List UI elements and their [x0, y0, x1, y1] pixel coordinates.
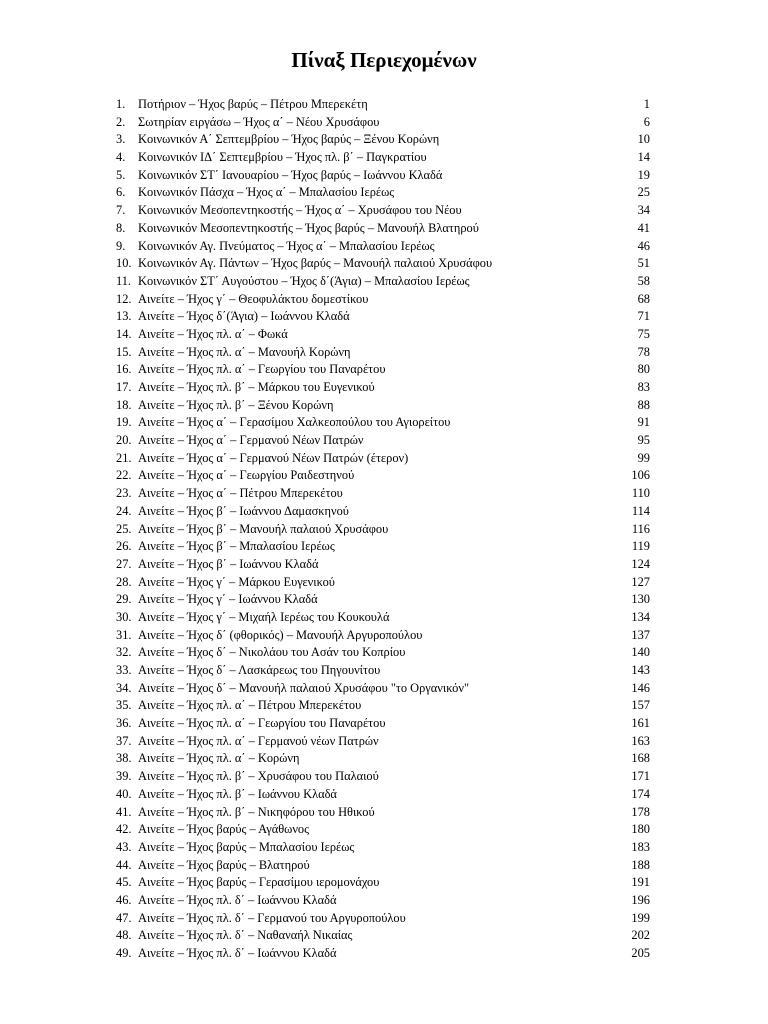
toc-entry-page-number: 134: [631, 609, 650, 624]
toc-entry-page-number: 80: [637, 362, 650, 377]
toc-entry-title: Κοινωνικόν Α΄ Σεπτεμβρίου – Ήχος βαρύς – Ξένου Κορώνη: [138, 132, 440, 147]
toc-entry-title: Αινείτε – Ήχος βαρύς – Μπαλασίου Ιερέως: [138, 839, 355, 854]
toc-entry-number: 41.: [116, 804, 132, 819]
toc-entry-page-number: 71: [637, 309, 650, 324]
toc-entry: [116, 733, 650, 751]
toc-entry-page-number: 110: [631, 486, 650, 501]
toc-entry-number: 28.: [116, 574, 132, 589]
toc-entry-page-number: 10: [637, 132, 650, 147]
toc-entry-number: 25.: [116, 521, 132, 536]
toc-entry-title: Αινείτε – Ήχος πλ. α΄ – Κορώνη: [138, 751, 300, 766]
toc-entry: [116, 432, 650, 450]
toc-entry-number: 42.: [116, 822, 132, 837]
toc-entry-page-number: 1: [643, 97, 650, 111]
toc-entry-page-number: 41: [637, 220, 650, 235]
toc-entry-number: 12.: [116, 291, 132, 306]
toc-entry-number: 26.: [116, 539, 132, 554]
toc-entry-number: 6.: [116, 185, 126, 200]
toc-entry: [116, 910, 650, 928]
toc-entry-title: Αινείτε – Ήχος δ΄(Άγια) – Ιωάννου Κλαδά: [138, 309, 350, 324]
toc-entry-number: 5.: [116, 167, 126, 182]
toc-entry: [116, 308, 650, 326]
toc-entry-title: Αινείτε – Ήχος βαρύς – Αγάθωνος: [138, 822, 310, 837]
toc-entry: [116, 131, 650, 149]
toc-entry-page-number: 137: [631, 627, 650, 642]
toc-entry-page-number: 99: [637, 450, 650, 465]
toc-entry-page-number: 174: [631, 786, 650, 801]
toc-entry-title: Αινείτε – Ήχος δ΄ (φθορικός) – Μανουήλ Αργυροπούλου: [138, 627, 423, 642]
toc-entry-page-number: 191: [631, 875, 650, 890]
toc-entry-page-number: 183: [631, 839, 650, 854]
toc-entry: [116, 361, 650, 379]
toc-entry-number: 37.: [116, 733, 132, 748]
toc-entry-page-number: 46: [637, 238, 650, 253]
toc-entry-page-number: 161: [631, 716, 650, 731]
toc-entry-number: 2.: [116, 114, 126, 129]
toc-entry-number: 17.: [116, 380, 132, 394]
toc-entry-title: Αινείτε – Ήχος πλ. α΄ – Φωκά: [138, 326, 288, 341]
toc-entry-title: Κοινωνικόν Μεσοπεντηκοστής – Ήχος βαρύς – Μανουήλ Βλατηρού: [138, 220, 479, 235]
toc-entry-title: Αινείτε – Ήχος δ΄ – Λασκάρεως του Πηγουνίτου: [138, 663, 381, 677]
toc-entry-page-number: 34: [637, 203, 650, 218]
toc-entry: [116, 503, 650, 521]
toc-entry-title: Αινείτε – Ήχος β΄ – Μπαλασίου Ιερέως: [138, 539, 335, 554]
toc-entry-page-number: 157: [631, 698, 650, 713]
toc-entry-number: 15.: [116, 344, 132, 359]
toc-entry-title: Αινείτε – Ήχος πλ. β΄ – Χρυσάφου του Παλαιού: [138, 769, 379, 784]
toc-entry-page-number: 178: [631, 804, 650, 819]
toc-entry: [116, 556, 650, 574]
toc-entry-page-number: 78: [637, 344, 650, 359]
toc-entry-title: Κοινωνικόν Πάσχα – Ήχος α΄ – Μπαλασίου Ιερέως: [138, 185, 395, 200]
toc-entry-number: 21.: [116, 450, 132, 465]
toc-entry-title: Αινείτε – Ήχος πλ. α΄ – Πέτρου Μπερεκέτου: [138, 698, 362, 713]
toc-entry-page-number: 114: [631, 503, 650, 518]
toc-entry: [116, 184, 650, 202]
toc-entry-page-number: 68: [637, 291, 650, 306]
toc-entry-number: 33.: [116, 663, 132, 677]
toc-entry: [116, 574, 650, 592]
toc-entry-page-number: 6: [643, 114, 650, 129]
toc-entry: [116, 591, 650, 609]
toc-entry-title: Αινείτε – Ήχος γ΄ – Μάρκου Ευγενικού: [138, 574, 335, 589]
toc-entry-title: Κοινωνικόν Αγ. Πάντων – Ήχος βαρύς – Μανουήλ παλαιού Χρυσάφου: [138, 256, 493, 271]
toc-entry-title: Αινείτε – Ήχος πλ. δ΄ – Γερμανού του Αργυροπούλου: [138, 910, 406, 925]
toc-entry-page-number: 163: [631, 733, 650, 748]
toc-entry-title: Αινείτε – Ήχος πλ. β΄ – Νικηφόρου του Ηθικού: [138, 804, 375, 819]
toc-entry-page-number: 119: [631, 539, 650, 554]
toc-entry: [116, 804, 650, 822]
toc-entry-title: Κοινωνικόν ΣΤ΄ Αυγούστου – Ήχος δ΄(Άγια) – Μπαλασίου Ιερέως: [138, 273, 470, 288]
toc-entry-page-number: 168: [631, 751, 650, 766]
toc-entry-title: Αινείτε – Ήχος πλ. α΄ – Μανουήλ Κορώνη: [138, 344, 351, 359]
toc-entry-number: 7.: [116, 203, 126, 218]
toc-entry-number: 14.: [116, 326, 132, 341]
toc-entry-number: 31.: [116, 627, 132, 642]
toc-entry-number: 30.: [116, 609, 132, 624]
toc-entry: [116, 167, 650, 185]
toc-entry-number: 11.: [116, 273, 132, 288]
toc-entry-page-number: 146: [631, 680, 650, 695]
toc-entry-number: 32.: [116, 645, 132, 660]
toc-entry-page-number: 51: [637, 256, 650, 271]
toc-entry-title: Αινείτε – Ήχος α΄ – Γερασίμου Χαλκεοπούλου του Αγιορείτου: [138, 415, 451, 430]
toc-entry-number: 16.: [116, 362, 132, 377]
toc-entry-page-number: 83: [637, 380, 650, 394]
toc-entry: [116, 857, 650, 875]
toc-entry-title: Αινείτε – Ήχος β΄ – Μανουήλ παλαιού Χρυσάφου: [138, 521, 389, 536]
toc-entry-title: Αινείτε – Ήχος α΄ – Γεωργίου Ραιδεστηνού: [138, 468, 355, 483]
toc-entry: [116, 927, 650, 945]
toc-entry-number: 48.: [116, 928, 132, 943]
toc-entry: [116, 326, 650, 344]
toc-entry-page-number: 196: [631, 892, 650, 907]
toc-entry: [116, 521, 650, 539]
toc-entry: [116, 291, 650, 309]
toc-entry-page-number: 130: [631, 592, 650, 607]
toc-entry-page-number: 188: [631, 857, 650, 872]
toc-entry-number: 44.: [116, 857, 132, 872]
toc-entry-number: 3.: [116, 132, 126, 147]
toc-entry-page-number: 127: [631, 574, 650, 589]
toc-entry-page-number: 171: [631, 769, 650, 784]
toc-entry: [116, 750, 650, 768]
toc-entry-title: Αινείτε – Ήχος γ΄ – Ιωάννου Κλαδά: [138, 592, 318, 607]
toc-entry-number: 45.: [116, 875, 132, 890]
toc-entry-title: Αινείτε – Ήχος πλ. α΄ – Γεωργίου του Παναρέτου: [138, 362, 386, 377]
toc-entry-page-number: 205: [631, 946, 650, 960]
toc-entry: [116, 202, 650, 220]
toc-entry-page-number: 75: [637, 326, 650, 341]
toc-entry: [116, 839, 650, 857]
toc-entry: [116, 450, 650, 468]
toc-entry-number: 35.: [116, 698, 132, 713]
toc-entry: [116, 379, 650, 397]
toc-entry-number: 20.: [116, 433, 132, 448]
toc-entry-number: 10.: [116, 256, 132, 271]
toc-entry-title: Αινείτε – Ήχος πλ. δ΄ – Ιωάννου Κλαδά: [138, 946, 337, 960]
toc-entry-title: Αινείτε – Ήχος πλ. β΄ – Μάρκου του Ευγενικού: [138, 380, 375, 394]
toc-entry: [116, 662, 650, 680]
toc-entry-page-number: 19: [637, 167, 650, 182]
toc-entry-number: 27.: [116, 556, 132, 571]
toc-entry: [116, 397, 650, 415]
toc-entry-page-number: 116: [631, 521, 650, 536]
toc-entry-number: 29.: [116, 592, 132, 607]
toc-entry-title: Αινείτε – Ήχος γ΄ – Μιχαήλ Ιερέως του Κουκουλά: [138, 609, 390, 624]
toc-entry-title: Αινείτε – Ήχος β΄ – Ιωάννου Κλαδά: [138, 556, 319, 571]
toc-entry-page-number: 199: [631, 910, 650, 925]
toc-entry-title: Σωτηρίαν ειργάσω – Ήχος α΄ – Νέου Χρυσάφου: [138, 114, 380, 129]
toc-entry: [116, 255, 650, 273]
toc-entry-title: Αινείτε – Ήχος πλ. β΄ – Ιωάννου Κλαδά: [138, 786, 337, 801]
toc-entry-title: Αινείτε – Ήχος γ΄ – Θεοφυλάκτου δομεστίκου: [138, 291, 369, 306]
toc-entry: [116, 715, 650, 733]
toc-entry-number: 23.: [116, 486, 132, 501]
toc-entry-number: 43.: [116, 839, 132, 854]
toc-entry-number: 9.: [116, 238, 126, 253]
toc-entry: [116, 538, 650, 556]
toc-entry: [116, 609, 650, 627]
toc-entry-number: 13.: [116, 309, 132, 324]
toc-entry-page-number: 202: [631, 928, 650, 943]
toc-entry-number: 47.: [116, 910, 132, 925]
toc-entry-page-number: 180: [631, 822, 650, 837]
toc-entry-number: 46.: [116, 892, 132, 907]
toc-entry-title: Κοινωνικόν ΣΤ΄ Ιανουαρίου – Ήχος βαρύς – Ιωάννου Κλαδά: [138, 167, 443, 182]
toc-entry: [116, 945, 650, 963]
toc-entry-title: Ποτήριον – Ήχος βαρύς – Πέτρου Μπερεκέτη: [138, 97, 368, 111]
toc-entry-number: 8.: [116, 220, 126, 235]
toc-entry: [116, 414, 650, 432]
toc-entry-number: 19.: [116, 415, 132, 430]
toc-entry: [116, 697, 650, 715]
toc-entry: [116, 680, 650, 698]
toc-entry: [116, 96, 650, 114]
toc-entry-title: Αινείτε – Ήχος βαρύς – Γερασίμου ιερομονάχου: [138, 875, 380, 890]
toc-entry: [116, 874, 650, 892]
toc-entry: [116, 220, 650, 238]
toc-entry: [116, 149, 650, 167]
toc-entry-title: Αινείτε – Ήχος δ΄ – Νικολάου του Ασάν του Κοπρίου: [138, 645, 406, 660]
toc-entry-number: 34.: [116, 680, 132, 695]
toc-entry: [116, 627, 650, 645]
toc-entry-number: 4.: [116, 150, 126, 165]
toc-entry-title: Αινείτε – Ήχος πλ. α΄ – Γερμανού νέων Πατρών: [138, 733, 379, 748]
toc-entry-number: 1.: [116, 97, 126, 111]
toc-entry: [116, 786, 650, 804]
toc-entry-number: 18.: [116, 397, 132, 412]
toc-entry-title: Αινείτε – Ήχος α΄ – Πέτρου Μπερεκέτου: [138, 486, 343, 501]
toc-entry: [116, 344, 650, 362]
toc-entry: [116, 485, 650, 503]
toc-entry-number: 40.: [116, 786, 132, 801]
toc-entry-number: 49.: [116, 946, 132, 960]
toc-entry-page-number: 88: [637, 397, 650, 412]
toc-entry: [116, 273, 650, 291]
toc-entry-page-number: 124: [631, 556, 650, 571]
toc-entry-title: Αινείτε – Ήχος α΄ – Γερμανού Νέων Πατρών (έτερον): [138, 450, 409, 465]
toc-entry-page-number: 143: [631, 663, 650, 677]
toc-entry-title: Αινείτε – Ήχος δ΄ – Μανουήλ παλαιού Χρυσάφου "το Οργανικόν": [138, 680, 470, 695]
toc-entry-number: 36.: [116, 716, 132, 731]
toc-entry-page-number: 58: [637, 273, 650, 288]
toc-entry-page-number: 140: [631, 645, 650, 660]
toc-entry-title: Κοινωνικόν ΙΔ΄ Σεπτεμβρίου – Ήχος πλ. β΄ – Παγκρατίου: [138, 150, 427, 165]
toc-entry-title: Αινείτε – Ήχος πλ. α΄ – Γεωργίου του Παναρέτου: [138, 716, 386, 731]
table-of-contents: [116, 96, 650, 963]
toc-entry-number: 22.: [116, 468, 132, 483]
toc-entry-page-number: 14: [637, 150, 650, 165]
toc-entry: [116, 768, 650, 786]
toc-entry-title: Κοινωνικόν Μεσοπεντηκοστής – Ήχος α΄ – Χρυσάφου του Νέου: [138, 203, 462, 218]
toc-entry-title: Αινείτε – Ήχος πλ. δ΄ – Ιωάννου Κλαδά: [138, 892, 337, 907]
toc-entry: [116, 114, 650, 132]
toc-entry-title: Αινείτε – Ήχος β΄ – Ιωάννου Δαμασκηνού: [138, 503, 349, 518]
toc-entry-title: Αινείτε – Ήχος βαρύς – Βλατηρού: [138, 857, 310, 872]
toc-entry-page-number: 106: [631, 468, 650, 483]
toc-entry-page-number: 91: [637, 415, 650, 430]
toc-entry-title: Αινείτε – Ήχος α΄ – Γερμανού Νέων Πατρών: [138, 433, 364, 448]
toc-entry-number: 39.: [116, 769, 132, 784]
toc-entry-title: Αινείτε – Ήχος πλ. δ΄ – Ναθαναήλ Νικαίας: [138, 928, 353, 943]
toc-entry: [116, 892, 650, 910]
toc-entry: [116, 644, 650, 662]
toc-entry-page-number: 95: [637, 433, 650, 448]
toc-entry: [116, 238, 650, 256]
toc-entry-title: Κοινωνικόν Αγ. Πνεύματος – Ήχος α΄ – Μπαλασίου Ιερέως: [138, 238, 435, 253]
toc-entry: [116, 821, 650, 839]
toc-entry-title: Αινείτε – Ήχος πλ. β΄ – Ξένου Κορώνη: [138, 397, 334, 412]
toc-entry-page-number: 25: [637, 185, 650, 200]
toc-entry: [116, 467, 650, 485]
toc-entry-number: 24.: [116, 503, 132, 518]
toc-entry-number: 38.: [116, 751, 132, 766]
page-title: Πίναξ Περιεχομένων: [291, 48, 477, 72]
